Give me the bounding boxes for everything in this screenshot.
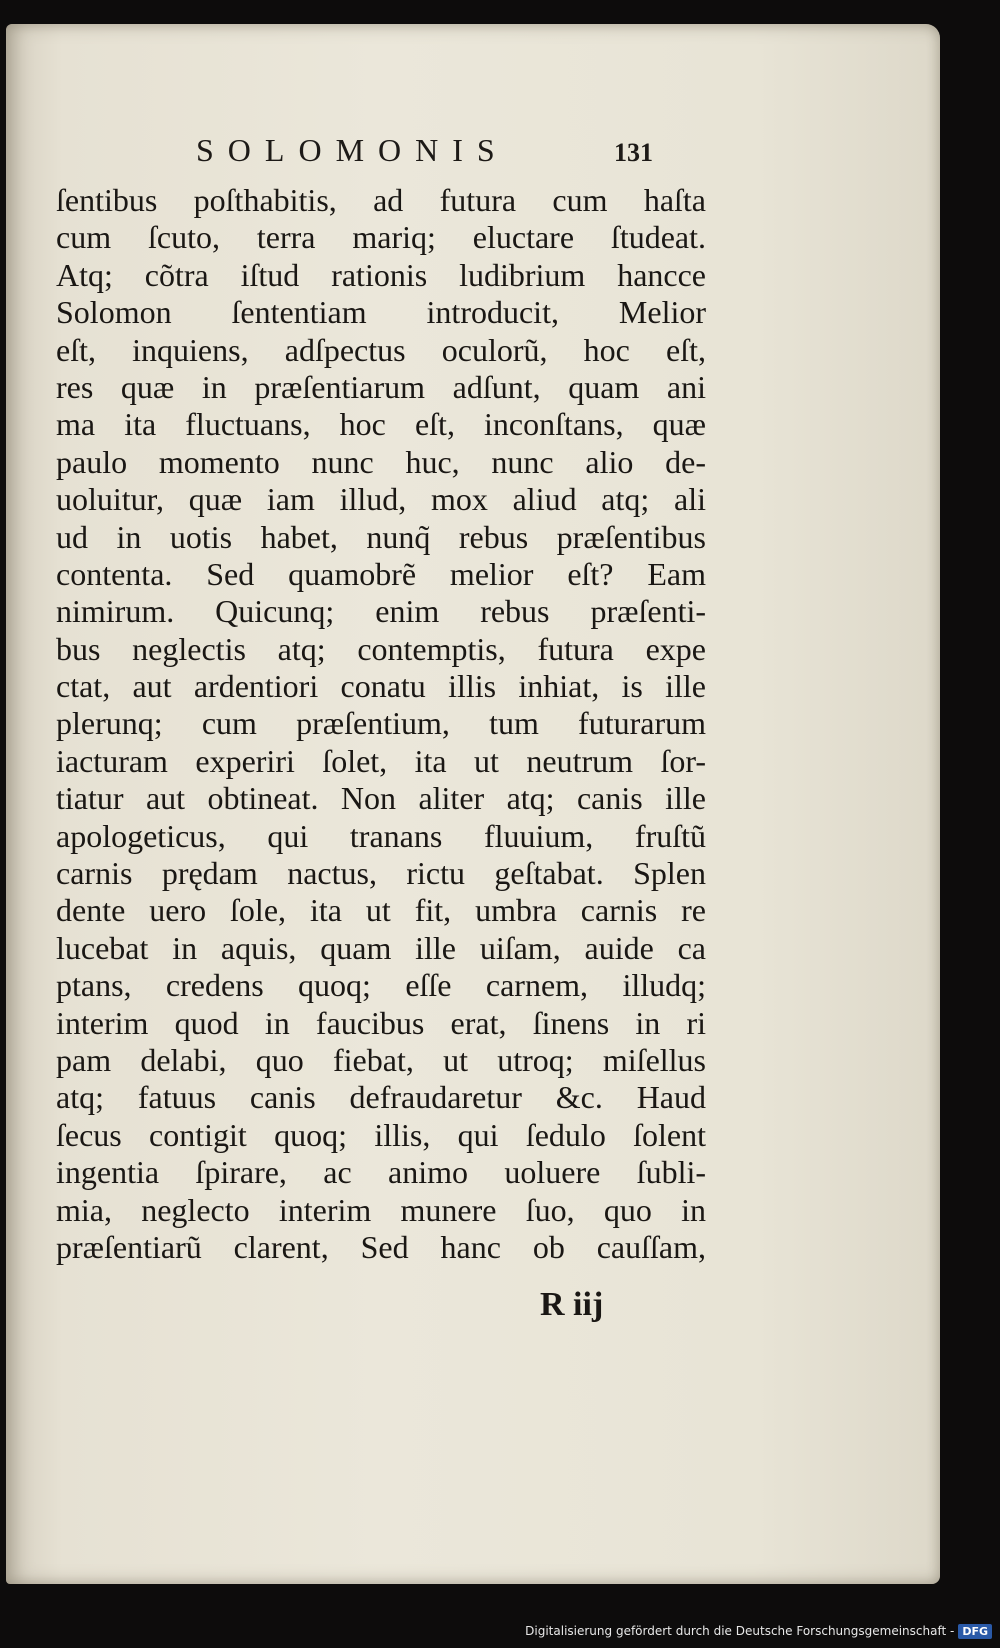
text-line: ſentibus poſthabitis, ad futura cum haſta xyxy=(56,182,706,218)
text-line: pam delabi, quo fiebat, ut utroq; miſellus xyxy=(56,1041,706,1078)
text-line: interim quod in faucibus erat, ſinens in ri xyxy=(56,1004,706,1041)
footer-credit xyxy=(525,1620,992,1642)
text-line: ctat, aut ardentiori conatu illis inhiat, is ille xyxy=(56,668,706,705)
text-line: plerunq; cum præſentium, tum futurarum xyxy=(56,705,706,742)
text-line: bus neglectis atq; contemptis, futura expe xyxy=(56,630,706,667)
text-line: carnis prędam nactus, rictu geſtabat. Splen xyxy=(56,855,706,892)
running-title: SOLOMONIS xyxy=(196,132,509,168)
signature-mark: R iij xyxy=(540,1286,604,1323)
book-page xyxy=(6,24,940,1584)
text-line: contenta. Sed quamobrẽ melior eſt? Eam xyxy=(56,555,706,592)
footer-text: Digitalisierung gefördert durch die Deutsche Forschungsgemeinschaft - xyxy=(525,1624,955,1638)
text-line: nimirum. Quicunq; enim rebus præſenti- xyxy=(56,593,706,630)
text-line: dente uero ſole, ita ut fit, umbra carnis re xyxy=(56,892,706,929)
dfg-logo-icon: DFG xyxy=(958,1624,992,1639)
text-line: cum ſcuto, terra mariq; eluctare ſtudeat. xyxy=(56,219,706,256)
text-line: iacturam experiri ſolet, ita ut neutrum ſor- xyxy=(56,742,706,779)
text-line: mia, neglecto interim munere ſuo, quo in xyxy=(56,1191,706,1228)
text-line: præſentiarũ clarent, Sed hanc ob cauſſam, xyxy=(56,1228,706,1265)
page-number: 131 xyxy=(614,138,653,167)
page-header xyxy=(196,132,676,172)
text-line: ſecus contigit quoq; illis, qui ſedulo ſolent xyxy=(56,1116,706,1153)
text-line: lucebat in aquis, quam ille uiſam, auide ca xyxy=(56,929,706,966)
text-line: uoluitur, quæ iam illud, mox aliud atq; ali xyxy=(56,481,706,518)
text-line: ma ita fluctuans, hoc eſt, inconſtans, quæ xyxy=(56,406,706,443)
text-line: ud in uotis habet, nunq̃ rebus præſentibus xyxy=(56,518,706,555)
text-line: ingentia ſpirare, ac animo uoluere ſubli- xyxy=(56,1154,706,1191)
text-line: ptans, credens quoq; eſſe carnem, illudq; xyxy=(56,967,706,1004)
text-line: Solomon ſententiam introducit, Melior xyxy=(56,294,706,331)
body-text xyxy=(56,182,706,1266)
text-line: eſt, inquiens, adſpectus oculorũ, hoc eſt, xyxy=(56,331,706,368)
text-line: tiatur aut obtineat. Non aliter atq; canis ille xyxy=(56,780,706,817)
text-line: atq; fatuus canis defraudaretur &c. Haud xyxy=(56,1079,706,1116)
text-line: apologeticus, qui tranans fluuium, fruſtũ xyxy=(56,817,706,854)
text-line: paulo momento nunc huc, nunc alio de- xyxy=(56,443,706,480)
text-line: Atq; cõtra iſtud rationis ludibrium hancce xyxy=(56,256,706,293)
text-line: res quæ in præſentiarum adſunt, quam ani xyxy=(56,368,706,405)
